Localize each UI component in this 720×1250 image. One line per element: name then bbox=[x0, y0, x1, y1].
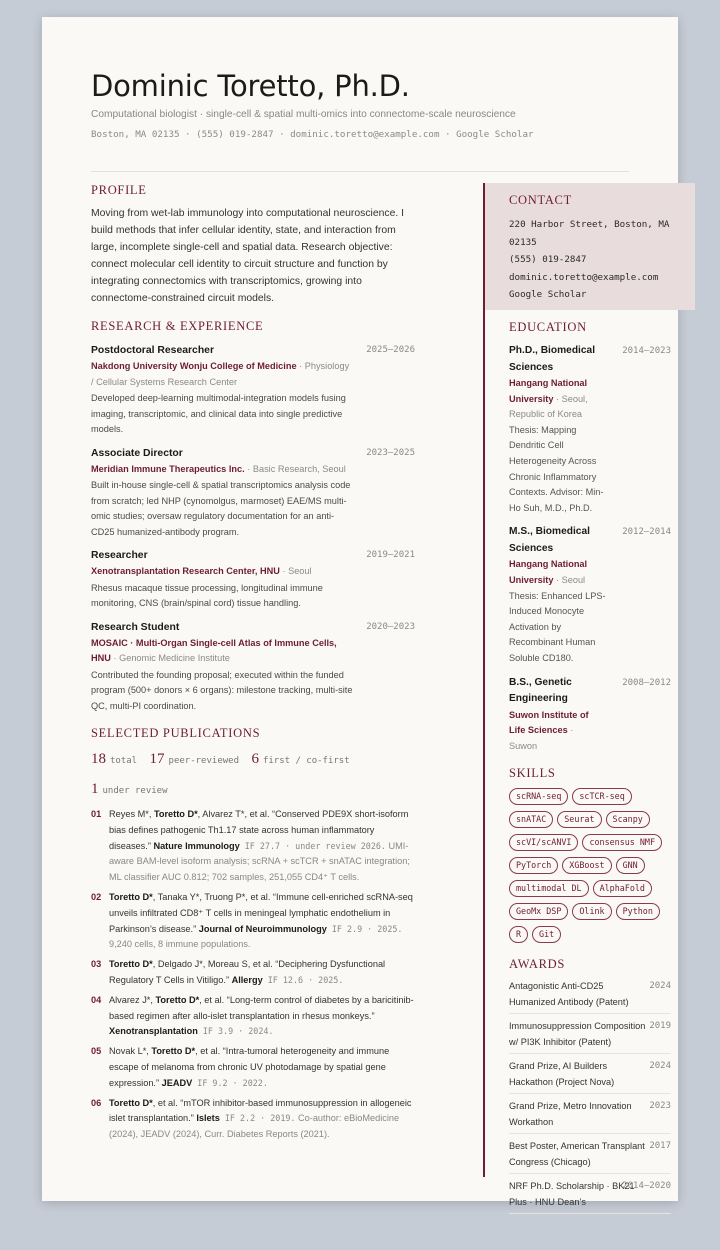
pub-note: UMI-aware BAM-level isoform analysis; scRNA + scTCR + snATAC integration; ML classifier AUC 0.812; 702 samples, 251,055 CD4⁺ T cells. bbox=[109, 840, 410, 883]
publication-item bbox=[91, 890, 415, 953]
job-dates: 2025–2026 bbox=[366, 345, 415, 355]
publication-item bbox=[91, 1096, 415, 1143]
degree-dates: 2008–2012 bbox=[622, 677, 671, 688]
skills-list bbox=[509, 788, 671, 949]
side-column bbox=[509, 320, 671, 1214]
resume-header bbox=[91, 67, 629, 140]
org-name: Meridian Immune Therapeutics Inc. bbox=[91, 463, 245, 474]
education-item bbox=[509, 524, 671, 666]
job-dates: 2023–2025 bbox=[366, 447, 415, 458]
job-organization bbox=[91, 564, 353, 580]
pub-author-self: Toretto D* bbox=[155, 994, 200, 1005]
award-name: Best Poster, American Transplant Congress (Chicago) bbox=[509, 1141, 645, 1167]
degree: B.S., Genetic Engineering bbox=[509, 676, 572, 704]
job-dates: 2020–2023 bbox=[366, 621, 415, 632]
education-item bbox=[509, 675, 671, 755]
job-organization bbox=[91, 462, 353, 478]
pub-author-self: Toretto D* bbox=[151, 1046, 196, 1057]
org-name: Nakdong University Wonju College of Medicine bbox=[91, 361, 297, 371]
contact-scholar-link[interactable]: Google Scholar bbox=[509, 289, 587, 300]
award-name: NRF Ph.D. Scholarship · BK21 Plus · HNU Dean’s bbox=[509, 1181, 635, 1207]
pub-journal: Allergy bbox=[231, 974, 263, 985]
publication-item bbox=[91, 807, 415, 886]
job-description: Contributed the founding proposal; executed within the funded program (500+ donors × 6 organs): milestone tracking, multi-site QC, multi-PI coordination. bbox=[91, 669, 353, 711]
resume-page bbox=[42, 17, 678, 1207]
count-first-author-label: first / co-first bbox=[262, 756, 350, 766]
pub-meta: IF 3.9 · 2024. bbox=[197, 1026, 274, 1037]
org-unit: · Physiology / Cellular Systems Research Center bbox=[91, 361, 350, 387]
degree-dates: 2012–2014 bbox=[622, 527, 671, 538]
award-name: Grand Prize, AI Builders Hackathon (Project Nova) bbox=[509, 1061, 615, 1087]
skills-heading: SKILLS bbox=[509, 766, 556, 781]
skill-chip: scVI/scANVI bbox=[509, 834, 578, 851]
pub-meta: IF 12.6 · 2025. bbox=[262, 974, 344, 985]
education-item bbox=[509, 343, 671, 516]
skill-chip: AlphaFold bbox=[593, 880, 652, 897]
pub-journal: Nature Immunology bbox=[153, 840, 240, 851]
contact-phone: (555) 019-2847 bbox=[509, 254, 587, 265]
pub-meta: IF 27.7 · under review 2026. bbox=[239, 840, 386, 851]
job-title: Research Student bbox=[91, 621, 180, 633]
pub-journal: Xenotransplantation bbox=[109, 1026, 198, 1037]
publication-number: 06 bbox=[91, 1097, 102, 1108]
count-total-label: total bbox=[110, 756, 138, 766]
skill-chip: scTCR-seq bbox=[572, 788, 631, 805]
education-heading: EDUCATION bbox=[509, 320, 587, 334]
publication-number: 04 bbox=[91, 994, 102, 1005]
org-unit: · Genomic Medicine Institute bbox=[110, 653, 230, 663]
contact-line: Boston, MA 02135 · (555) 019-2847 · dominic.toretto@example.com · Google Scholar bbox=[91, 129, 534, 140]
job-title: Postdoctoral Researcher bbox=[91, 345, 215, 356]
school bbox=[509, 376, 601, 423]
pub-journal: Islets bbox=[196, 1113, 220, 1124]
job-title: Associate Director bbox=[91, 447, 183, 459]
school-place: · Seoul bbox=[553, 574, 586, 585]
contact-heading: CONTACT bbox=[509, 193, 572, 207]
job-organization bbox=[91, 636, 353, 667]
degree: M.S., Biomedical Sciences bbox=[509, 526, 590, 554]
count-peer-reviewed-label: peer-reviewed bbox=[168, 756, 239, 766]
school bbox=[509, 708, 601, 755]
job-title: Researcher bbox=[91, 550, 148, 561]
thesis: Thesis: Enhanced LPS-Induced Monocyte Activation by Recombinant Human Soluble CD180. bbox=[509, 590, 606, 663]
publication-number: 02 bbox=[91, 891, 102, 902]
award-date: 2024 bbox=[649, 981, 671, 992]
pub-journal: JEADV bbox=[161, 1077, 193, 1088]
main-column bbox=[91, 183, 415, 1147]
award-item bbox=[509, 1054, 671, 1094]
degree-dates: 2014–2023 bbox=[622, 346, 671, 356]
publication-number: 01 bbox=[91, 809, 102, 819]
skill-chip: consensus NMF bbox=[582, 834, 662, 851]
skill-chip: Olink bbox=[572, 903, 611, 920]
pub-citation: , et al. “Intra-tumoral heterogeneity and immune escape of melanoma from chronic UV photodamage by spatial gene expression.” bbox=[109, 1046, 390, 1088]
pub-authors-pre: Novak L*, bbox=[109, 1046, 152, 1057]
award-item bbox=[509, 1134, 671, 1174]
pub-author-self: Toretto D* bbox=[153, 809, 198, 819]
pub-note: Co-author: eBioMedicine (2024), JEADV (2024), Curr. Diabetes Reports (2021). bbox=[109, 1113, 400, 1140]
award-item bbox=[509, 1094, 671, 1134]
contact-email[interactable]: dominic.toretto@example.com bbox=[509, 271, 659, 283]
pub-meta: IF 2.2 · 2019. bbox=[219, 1113, 296, 1124]
skill-chip: multimodal DL bbox=[509, 880, 589, 897]
pub-citation: , Tanaka Y*, Truong P*, et al. “Immune cell-enriched scRNA-seq unveils infiltrated CD8⁺ T cells in meningeal lymphatic endothelium in Parkinson’s disease.” bbox=[109, 891, 413, 934]
award-item bbox=[509, 1014, 671, 1054]
award-name: Grand Prize, Metro Innovation Workathon bbox=[509, 1101, 632, 1127]
count-under-review: 1 bbox=[91, 781, 99, 797]
experience-item bbox=[91, 343, 415, 438]
publication-item bbox=[91, 993, 415, 1040]
skill-chip: Git bbox=[532, 926, 561, 943]
skill-chip: snATAC bbox=[509, 811, 553, 828]
skill-chip: R bbox=[509, 926, 528, 943]
skill-chip: GNN bbox=[616, 857, 645, 874]
skill-chip: Python bbox=[616, 903, 660, 920]
experience-heading: RESEARCH & EXPERIENCE bbox=[91, 319, 264, 333]
job-dates: 2019–2021 bbox=[366, 550, 415, 560]
skill-chip: scRNA-seq bbox=[509, 788, 568, 805]
count-first-author: 6 bbox=[251, 751, 259, 767]
award-item bbox=[509, 1174, 671, 1214]
count-peer-reviewed: 17 bbox=[149, 751, 165, 767]
pub-citation: , et al. “mTOR inhibitor-based immunosuppression in allogeneic islet transplantation.” bbox=[109, 1097, 412, 1124]
skill-chip: XGBoost bbox=[562, 857, 611, 874]
skill-chip: Seurat bbox=[557, 811, 601, 828]
count-total: 18 bbox=[91, 751, 106, 767]
award-date: 2019 bbox=[649, 1021, 671, 1032]
school bbox=[509, 557, 601, 588]
job-description: Built in-house single-cell & spatial transcriptomics analysis code from scratch; led NHP (cynomolgus, marmoset) EAE/MS multi-omic studies; oversaw regulatory documentation for an anti-CD25 humanized-antibody program. bbox=[91, 480, 351, 537]
org-name: MOSAIC · Multi-Organ Single-cell Atlas of Immune Cells, HNU bbox=[91, 637, 337, 663]
contact-panel bbox=[485, 183, 695, 310]
pub-citation: , Alvarez T*, et al. “Conserved PDE9X short-isoform bias defines pathogenic Th1.17 state across human inflammatory diseases.” bbox=[109, 809, 409, 851]
pub-authors-pre: Reyes M*, bbox=[109, 809, 154, 819]
pub-author-self: Toretto D* bbox=[109, 891, 153, 902]
pub-author-self: Toretto D* bbox=[109, 959, 153, 970]
degree: Ph.D., Biomedical Sciences bbox=[509, 345, 596, 373]
publication-counts-under-review bbox=[91, 779, 415, 801]
school-place: · Suwon bbox=[509, 725, 574, 751]
count-under-review-label: under review bbox=[102, 786, 168, 796]
job-organization bbox=[91, 359, 353, 390]
publications-heading: SELECTED PUBLICATIONS bbox=[91, 726, 261, 740]
publication-item bbox=[91, 957, 415, 989]
experience-item bbox=[91, 548, 415, 612]
school-place: · Seoul, Republic of Korea bbox=[509, 393, 588, 420]
profile-heading: PROFILE bbox=[91, 183, 147, 197]
publication-counts bbox=[91, 749, 415, 771]
thesis: Thesis: Mapping Dendritic Cell Heterogeneity Across Chronic Inflammatory Contexts. Advisor: Min-Ho Suh, M.D., Ph.D. bbox=[509, 424, 604, 513]
school-name: Hangang National University bbox=[509, 559, 588, 585]
job-description: Developed deep-learning multimodal-integration models fusing imaging, transcriptomic, and clinical data into single predictive models. bbox=[91, 393, 346, 434]
school-name: Hangang National University bbox=[509, 378, 588, 404]
skill-chip: PyTorch bbox=[509, 857, 558, 874]
award-name: Antagonistic Anti-CD25 Humanized Antibody (Patent) bbox=[509, 981, 629, 1007]
profile-text: Moving from wet-lab immunology into computational neuroscience. I build methods that infer cellular identity, state, and interaction from large, incomplete single-cell and spatial data. Research objective: connect molecular cell identity to circuit structure and function by integrating connectomics with transcriptomics, growing into connectome-constrained circuit models. bbox=[91, 208, 405, 304]
award-name: Immunosuppression Composition w/ PI3K Inhibitor (Patent) bbox=[509, 1021, 646, 1047]
pub-citation: , et al. “Long-term control of diabetes by a baricitinib-based regimen after allo-islet transplantation in rhesus monkeys.” bbox=[109, 994, 414, 1021]
skill-chip: Scanpy bbox=[606, 811, 650, 828]
pub-author-self: Toretto D* bbox=[109, 1097, 153, 1108]
pub-citation: , Delgado J*, Moreau S, et al. “Deciphering Dysfunctional Regulatory T Cells in Vitiligo.” bbox=[109, 959, 386, 985]
publication-number: 05 bbox=[91, 1046, 102, 1057]
person-name: Dominic Toretto, Ph.D. bbox=[91, 69, 410, 103]
award-item bbox=[509, 974, 671, 1014]
award-date: 2014–2020 bbox=[622, 1181, 671, 1192]
pub-meta: IF 9.2 · 2022. bbox=[192, 1077, 268, 1088]
header-divider bbox=[91, 171, 629, 172]
org-name: Xenotransplantation Research Center, HNU bbox=[91, 566, 280, 576]
experience-item bbox=[91, 446, 415, 541]
column-divider bbox=[483, 183, 485, 1177]
org-unit: · Seoul bbox=[279, 566, 312, 576]
experience-item bbox=[91, 620, 415, 715]
awards-heading: AWARDS bbox=[509, 957, 565, 972]
award-date: 2023 bbox=[649, 1101, 671, 1112]
job-description: Rhesus macaque tissue processing, longitudinal immune monitoring, CNS (brain/spinal cord) tissue handling. bbox=[91, 582, 323, 608]
award-date: 2017 bbox=[649, 1141, 671, 1152]
tagline: Computational biologist · single-cell & spatial multi-omics into connectome-scale neuroscience bbox=[91, 109, 516, 120]
org-unit: · Basic Research, Seoul bbox=[244, 463, 346, 474]
pub-authors-pre: Alvarez J*, bbox=[109, 994, 156, 1005]
publication-number: 03 bbox=[91, 959, 102, 970]
pub-note: 9,240 cells, 8 immune populations. bbox=[109, 939, 251, 950]
pub-meta: IF 2.9 · 2025. bbox=[326, 923, 403, 934]
publication-item bbox=[91, 1044, 415, 1091]
skill-chip: GeoMx DSP bbox=[509, 903, 568, 920]
pub-journal: Journal of Neuroimmunology bbox=[198, 923, 327, 934]
awards-list bbox=[509, 974, 671, 1214]
award-date: 2024 bbox=[649, 1061, 671, 1072]
contact-address: 220 Harbor Street, Boston, MA 02135 bbox=[509, 219, 670, 248]
school-name: Suwon Institute of Life Sciences bbox=[509, 709, 589, 736]
